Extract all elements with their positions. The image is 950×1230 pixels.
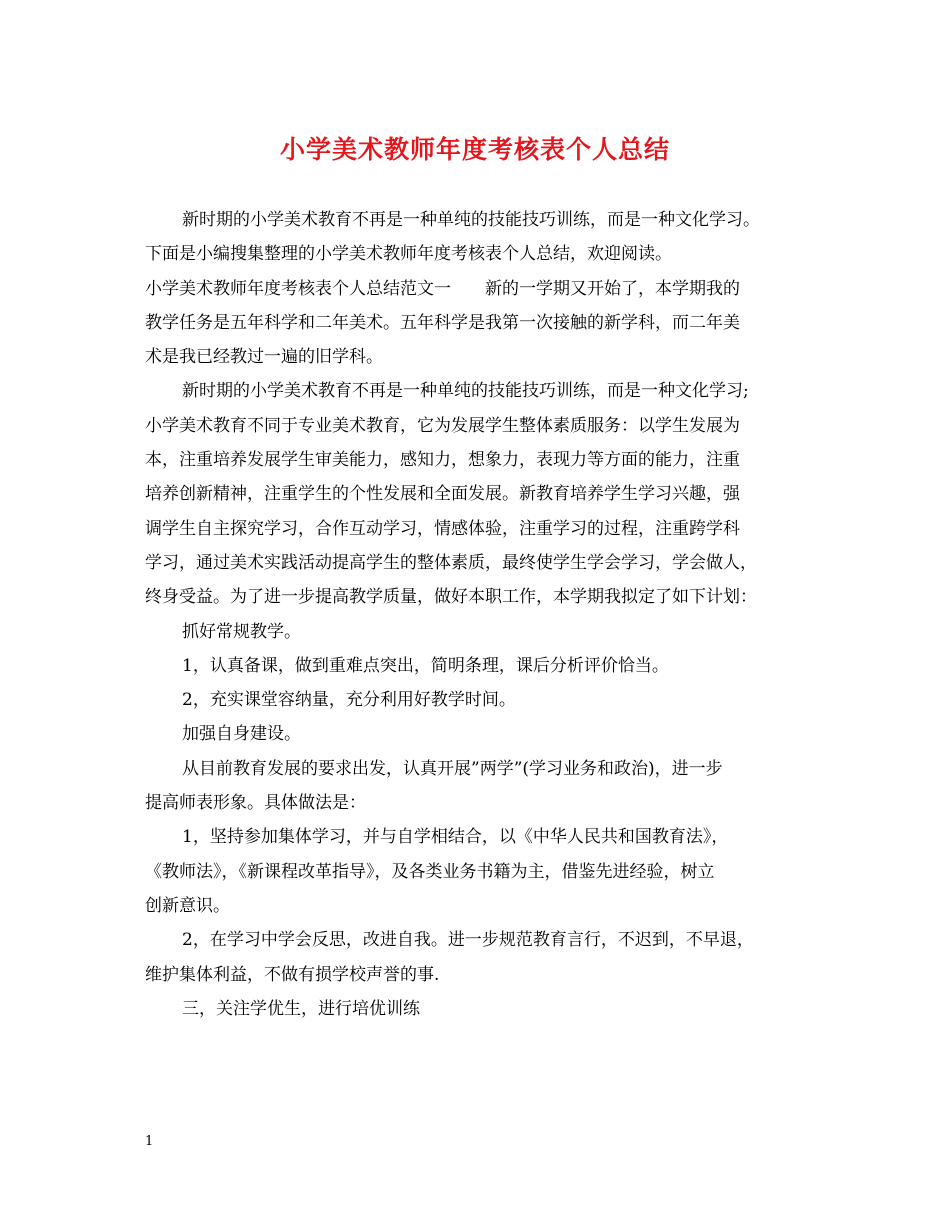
text-line: 三，关注学优生，进行培优训练 [182, 998, 420, 1019]
text-line: 维护集体利益，不做有损学校声誉的事. [145, 964, 440, 985]
document-title: 小学美术教师年度考核表个人总结 [279, 135, 670, 164]
page-number: 1 [145, 1134, 154, 1149]
text-line: 调学生自主探究学习，合作互动学习，情感体验，注重学习的过程，注重跨学科 [145, 518, 740, 539]
text-line: 1，认真备课，做到重难点突出，简明条理，课后分析评价恰当。 [182, 655, 669, 676]
text-line: 1，坚持参加集体学习，并与自学相结合，以《中华人民共和国教育法》， [182, 827, 729, 848]
text-line: 创新意识。 [145, 895, 230, 916]
document-body [145, 203, 810, 1026]
text-line: 终身受益。为了进一步提高教学质量，做好本职工作，本学期我拟定了如下计划： [145, 587, 757, 608]
text-line: 2，在学习中学会反思，改进自我。进一步规范教育言行，不迟到，不早退， [182, 930, 754, 951]
text-line: 新时期的小学美术教育不再是一种单纯的技能技巧训练，而是一种文化学习; [182, 381, 749, 402]
text-line: 教学任务是五年科学和二年美术。五年科学是我第一次接触的新学科，而二年美 [145, 312, 740, 333]
text-line: 提高师表形象。具体做法是： [145, 793, 366, 814]
text-line: 抓好常规教学。 [182, 621, 301, 642]
text-line: 新时期的小学美术教育不再是一种单纯的技能技巧训练，而是一种文化学习。 [182, 210, 760, 230]
text-line: 培养创新精神，注重学生的个性发展和全面发展。新教育培养学生学习兴趣，强 [145, 484, 740, 505]
text-line: 下面是小编搜集整理的小学美术教师年度考核表个人总结，欢迎阅读。 [145, 244, 672, 265]
text-line: 术是我已经教过一遍的旧学科。 [145, 347, 383, 368]
text-line: 学习，通过美术实践活动提高学生的整体素质，最终使学生学会学习，学会做人， [145, 552, 757, 573]
text-line: 从目前教育发展的要求出发，认真开展”两学”(学习业务和政治)，进一步 [182, 758, 723, 779]
text-line: 本，注重培养发展学生审美能力，感知力，想象力，表现力等方面的能力，注重 [145, 450, 740, 471]
text-line: 小学美术教师年度考核表个人总结范文一 新的一学期又开始了，本学期我的 [145, 278, 740, 299]
text-line: 小学美术教育不同于专业美术教育，它为发展学生整体素质服务：以学生发展为 [145, 415, 740, 436]
text-line: 2，充实课堂容纳量，充分利用好教学时间。 [182, 690, 516, 711]
text-line: 加强自身建设。 [182, 724, 301, 745]
text-line: 《教师法》，《新课程改革指导》，及各类业务书籍为主，借鉴先进经验，树立 [145, 861, 715, 882]
